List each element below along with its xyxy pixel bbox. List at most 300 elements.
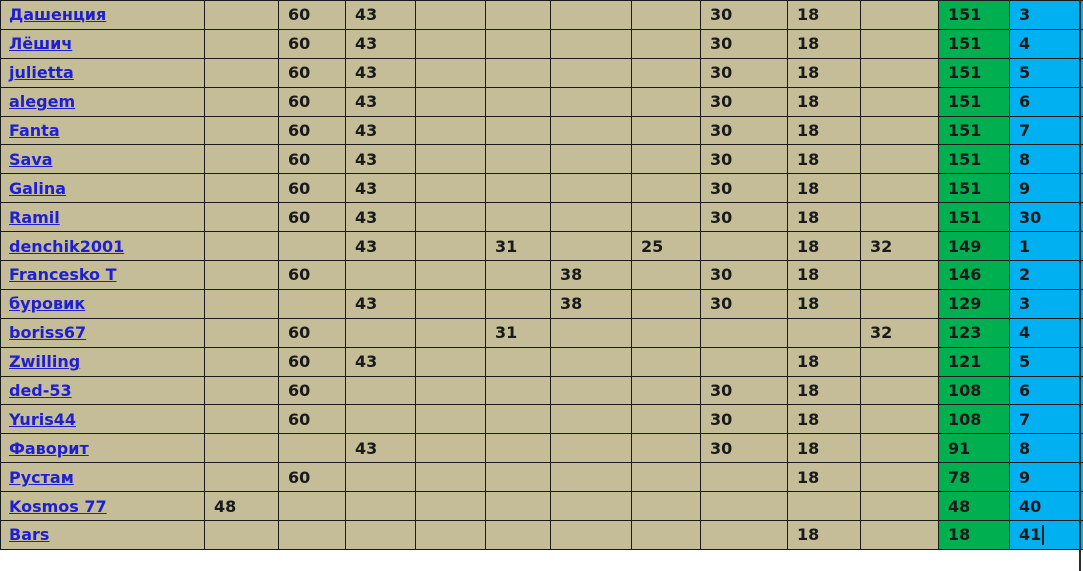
table-cell-score[interactable] <box>861 348 939 377</box>
table-cell-total[interactable] <box>939 319 1010 348</box>
table-cell-score[interactable] <box>346 174 416 203</box>
table-cell-total[interactable] <box>939 1 1010 30</box>
table-cell-score[interactable] <box>279 145 346 174</box>
place-value: 7 <box>1019 409 1031 429</box>
table-cell-score[interactable] <box>861 145 939 174</box>
table-cell-score[interactable] <box>346 232 416 261</box>
table-cell-total[interactable] <box>939 88 1010 117</box>
player-link[interactable]: Yuris44 <box>9 409 76 429</box>
table-cell-score[interactable] <box>205 348 279 377</box>
total-value: 129 <box>948 294 982 314</box>
table-cell-score[interactable] <box>416 521 486 550</box>
table-cell-score[interactable] <box>279 88 346 117</box>
table-cell-score[interactable] <box>551 1 632 30</box>
table-cell-score[interactable] <box>861 203 939 232</box>
table-cell-score[interactable] <box>346 434 416 463</box>
table-cell-score[interactable] <box>788 463 861 492</box>
table-cell-score[interactable] <box>788 290 861 319</box>
table-cell-score[interactable] <box>205 290 279 319</box>
score-value: 30 <box>710 5 733 25</box>
table-cell-score[interactable] <box>632 405 701 434</box>
table-cell-score[interactable] <box>205 377 279 406</box>
table-cell-score[interactable] <box>486 30 551 59</box>
player-link[interactable]: boriss67 <box>9 323 87 343</box>
score-value: 30 <box>710 409 733 429</box>
table-cell-score[interactable] <box>416 434 486 463</box>
table-cell-score[interactable] <box>346 348 416 377</box>
table-cell-score[interactable] <box>279 117 346 146</box>
score-value: 30 <box>710 294 733 314</box>
score-value: 32 <box>870 323 893 343</box>
table-cell-score[interactable] <box>486 463 551 492</box>
score-value: 60 <box>288 34 311 54</box>
table-cell-score[interactable] <box>788 30 861 59</box>
table-cell-score[interactable] <box>551 88 632 117</box>
table-cell-score[interactable] <box>205 1 279 30</box>
table-cell-score[interactable] <box>416 261 486 290</box>
table-cell-score[interactable] <box>486 59 551 88</box>
player-link[interactable]: Francesko T <box>9 265 117 285</box>
table-cell-score[interactable] <box>551 434 632 463</box>
table-cell-score[interactable] <box>346 59 416 88</box>
total-value: 78 <box>948 467 971 487</box>
table-cell-place[interactable] <box>1010 174 1083 203</box>
score-value: 60 <box>288 207 311 227</box>
table-cell-score[interactable] <box>205 203 279 232</box>
table-cell-score[interactable] <box>416 290 486 319</box>
player-link[interactable]: Лёшич <box>9 34 73 54</box>
table-cell-score[interactable] <box>701 348 788 377</box>
score-value: 43 <box>355 121 378 140</box>
table-cell-score[interactable] <box>205 232 279 261</box>
table-cell-place[interactable] <box>1010 290 1083 319</box>
table-cell-score[interactable] <box>416 319 486 348</box>
table-cell-total[interactable] <box>939 492 1010 521</box>
table-cell-score[interactable] <box>632 232 701 261</box>
total-value: 123 <box>948 323 982 343</box>
table-cell-total[interactable] <box>939 203 1010 232</box>
table-cell-score[interactable] <box>788 319 861 348</box>
table-cell-score[interactable] <box>551 521 632 550</box>
table-cell-score[interactable] <box>632 117 701 146</box>
table-cell-score[interactable] <box>861 319 939 348</box>
table-cell-score[interactable] <box>632 59 701 88</box>
table-cell-score[interactable] <box>788 434 861 463</box>
table-cell-place[interactable] <box>1010 319 1083 348</box>
table-cell-total[interactable] <box>939 290 1010 319</box>
table-cell-score[interactable] <box>279 30 346 59</box>
score-value: 18 <box>797 352 820 372</box>
table-cell-place[interactable] <box>1010 30 1083 59</box>
table-cell-score[interactable] <box>279 59 346 88</box>
table-cell-score[interactable] <box>205 434 279 463</box>
table-cell-total[interactable] <box>939 261 1010 290</box>
total-value: 18 <box>948 525 971 545</box>
place-value: 8 <box>1019 438 1031 458</box>
table-cell-score[interactable] <box>346 405 416 434</box>
place-value: 4 <box>1019 323 1031 343</box>
table-cell-score[interactable] <box>701 1 788 30</box>
table-cell-total[interactable] <box>939 30 1010 59</box>
table-cell-score[interactable] <box>486 319 551 348</box>
table-cell-score[interactable] <box>701 174 788 203</box>
table-cell-score[interactable] <box>861 521 939 550</box>
table-cell-place[interactable] <box>1010 1 1083 30</box>
table-cell-score[interactable] <box>486 1 551 30</box>
table-cell-score[interactable] <box>279 232 346 261</box>
table-cell-score[interactable] <box>788 377 861 406</box>
table-cell-score[interactable] <box>346 319 416 348</box>
table-cell-score[interactable] <box>416 203 486 232</box>
table-cell-score[interactable] <box>861 492 939 521</box>
table-cell-place[interactable] <box>1010 232 1083 261</box>
table-cell-score[interactable] <box>346 521 416 550</box>
table-cell-score[interactable] <box>205 261 279 290</box>
table-cell-score[interactable] <box>416 348 486 377</box>
table-cell-score[interactable] <box>788 232 861 261</box>
table-cell-score[interactable] <box>486 145 551 174</box>
total-value: 151 <box>948 92 982 112</box>
table-cell-score[interactable] <box>205 463 279 492</box>
table-cell-score[interactable] <box>279 434 346 463</box>
table-cell-score[interactable] <box>346 1 416 30</box>
table-cell-score[interactable] <box>701 290 788 319</box>
window-edge <box>1079 0 1081 571</box>
table-cell-score[interactable] <box>279 405 346 434</box>
table-cell-score[interactable] <box>788 405 861 434</box>
score-value: 60 <box>288 178 311 198</box>
total-value: 151 <box>948 63 982 83</box>
player-link[interactable]: denchik2001 <box>9 236 125 256</box>
table-cell-score[interactable] <box>486 232 551 261</box>
table-cell-place[interactable] <box>1010 261 1083 290</box>
table-cell-score[interactable] <box>486 492 551 521</box>
table-cell-score[interactable] <box>788 1 861 30</box>
score-value: 30 <box>710 438 733 458</box>
table-cell-score[interactable] <box>788 117 861 146</box>
table-cell-score[interactable] <box>632 88 701 117</box>
table-cell-score[interactable] <box>551 319 632 348</box>
place-value: 1 <box>1019 236 1031 256</box>
score-value: 43 <box>355 438 378 458</box>
table-cell-score[interactable] <box>279 492 346 521</box>
table-cell-score[interactable] <box>861 30 939 59</box>
table-cell-score[interactable] <box>416 145 486 174</box>
table-cell-total[interactable] <box>939 145 1010 174</box>
table-cell-score[interactable] <box>788 174 861 203</box>
table-cell-score[interactable] <box>486 117 551 146</box>
table-cell-place[interactable] <box>1010 463 1083 492</box>
player-link[interactable]: Sava <box>9 149 53 169</box>
score-value: 32 <box>870 236 893 256</box>
table-cell-score[interactable] <box>632 319 701 348</box>
player-link[interactable]: Дашенция <box>9 5 107 25</box>
table-cell-place[interactable] <box>1010 348 1083 377</box>
table-cell-total[interactable] <box>939 348 1010 377</box>
table-cell-score[interactable] <box>861 1 939 30</box>
table-cell-score[interactable] <box>486 521 551 550</box>
player-link[interactable]: Kosmos 77 <box>9 496 107 516</box>
table-cell-score[interactable] <box>279 348 346 377</box>
table-cell-total[interactable] <box>939 463 1010 492</box>
table-cell-score[interactable] <box>632 463 701 492</box>
table-cell-score[interactable] <box>205 88 279 117</box>
table-cell-place[interactable] <box>1010 434 1083 463</box>
table-cell-score[interactable] <box>701 463 788 492</box>
table-cell-score[interactable] <box>701 30 788 59</box>
table-cell-score[interactable] <box>551 348 632 377</box>
table-cell-score[interactable] <box>486 290 551 319</box>
table-cell-total[interactable] <box>939 117 1010 146</box>
table-cell-score[interactable] <box>551 463 632 492</box>
table-cell-score[interactable] <box>205 30 279 59</box>
table-cell-score[interactable] <box>632 377 701 406</box>
player-link[interactable]: Ramil <box>9 207 60 227</box>
table-cell-score[interactable] <box>551 117 632 146</box>
table-cell-place[interactable] <box>1010 117 1083 146</box>
score-value: 60 <box>288 352 311 372</box>
player-link[interactable]: Рустам <box>9 467 74 487</box>
table-cell-score[interactable] <box>861 59 939 88</box>
score-value: 30 <box>710 207 733 227</box>
table-cell-score[interactable] <box>279 463 346 492</box>
table-cell-score[interactable] <box>632 203 701 232</box>
table-cell-score[interactable] <box>486 348 551 377</box>
table-cell-score[interactable] <box>551 30 632 59</box>
table-cell-score[interactable] <box>416 232 486 261</box>
table-cell-name <box>1 88 205 117</box>
table-cell-score[interactable] <box>416 30 486 59</box>
place-value: 7 <box>1019 121 1031 140</box>
table-cell-score[interactable] <box>701 377 788 406</box>
table-cell-score[interactable] <box>632 521 701 550</box>
score-value: 60 <box>288 381 311 401</box>
score-value: 60 <box>288 121 311 140</box>
score-value: 18 <box>797 265 820 285</box>
table-cell-score[interactable] <box>416 174 486 203</box>
table-cell-score[interactable] <box>346 261 416 290</box>
table-cell-total[interactable] <box>939 405 1010 434</box>
score-value: 25 <box>641 236 664 256</box>
player-link[interactable]: Bars <box>9 525 50 545</box>
table-cell-score[interactable] <box>486 405 551 434</box>
table-cell-score[interactable] <box>701 117 788 146</box>
table-cell-score[interactable] <box>346 290 416 319</box>
table-cell-score[interactable] <box>788 348 861 377</box>
table-cell-score[interactable] <box>416 88 486 117</box>
score-value: 60 <box>288 5 311 25</box>
table-cell-score[interactable] <box>861 377 939 406</box>
table-cell-score[interactable] <box>701 492 788 521</box>
table-cell-score[interactable] <box>346 463 416 492</box>
table-cell-score[interactable] <box>632 434 701 463</box>
player-link[interactable]: julietta <box>9 63 74 83</box>
table-cell-score[interactable] <box>486 88 551 117</box>
table-cell-score[interactable] <box>551 232 632 261</box>
table-cell-score[interactable] <box>486 434 551 463</box>
table-cell-score[interactable] <box>279 203 346 232</box>
table-cell-score[interactable] <box>346 492 416 521</box>
table-cell-score[interactable] <box>486 261 551 290</box>
table-cell-score[interactable] <box>346 117 416 146</box>
table-cell-score[interactable] <box>701 434 788 463</box>
score-value: 18 <box>797 63 820 83</box>
table-cell-score[interactable] <box>551 377 632 406</box>
table-cell-score[interactable] <box>551 492 632 521</box>
table-cell-score[interactable] <box>416 463 486 492</box>
table-cell-score[interactable] <box>346 377 416 406</box>
total-value: 151 <box>948 121 982 140</box>
score-value: 43 <box>355 149 378 169</box>
table-cell-place[interactable] <box>1010 203 1083 232</box>
score-value: 18 <box>797 236 820 256</box>
table-cell-score[interactable] <box>551 290 632 319</box>
table-cell-score[interactable] <box>279 521 346 550</box>
player-link[interactable]: Fanta <box>9 121 60 140</box>
table-cell-score[interactable] <box>861 117 939 146</box>
table-cell-score[interactable] <box>701 405 788 434</box>
score-value: 18 <box>797 34 820 54</box>
table-cell-score[interactable] <box>701 88 788 117</box>
table-cell-score[interactable] <box>486 174 551 203</box>
table-cell-score[interactable] <box>551 203 632 232</box>
table-cell-score[interactable] <box>632 290 701 319</box>
player-link[interactable]: буровик <box>9 294 86 314</box>
table-cell-total[interactable] <box>939 232 1010 261</box>
table-cell-score[interactable] <box>279 261 346 290</box>
table-cell-score[interactable] <box>788 261 861 290</box>
score-value: 43 <box>355 236 378 256</box>
table-cell-score[interactable] <box>861 174 939 203</box>
table-cell-score[interactable] <box>788 145 861 174</box>
table-cell-name <box>1 59 205 88</box>
player-link[interactable]: Zwilling <box>9 352 81 372</box>
table-cell-score[interactable] <box>632 174 701 203</box>
table-cell-score[interactable] <box>279 377 346 406</box>
table-cell-place[interactable] <box>1010 405 1083 434</box>
table-cell-score[interactable] <box>346 145 416 174</box>
table-cell-total[interactable] <box>939 377 1010 406</box>
table-cell-score[interactable] <box>861 261 939 290</box>
table-cell-score[interactable] <box>788 203 861 232</box>
table-cell-score[interactable] <box>632 30 701 59</box>
table-cell-score[interactable] <box>861 434 939 463</box>
score-value: 30 <box>710 381 733 401</box>
table-cell-score[interactable] <box>346 203 416 232</box>
table-cell-score[interactable] <box>788 521 861 550</box>
table-cell-place[interactable] <box>1010 521 1083 550</box>
player-link[interactable]: ded-53 <box>9 381 72 401</box>
table-cell-score[interactable] <box>416 59 486 88</box>
table-cell-place[interactable] <box>1010 377 1083 406</box>
table-cell-score[interactable] <box>416 492 486 521</box>
player-link[interactable]: Galina <box>9 178 67 198</box>
table-cell-score[interactable] <box>279 174 346 203</box>
table-cell-place[interactable] <box>1010 88 1083 117</box>
table-cell-score[interactable] <box>701 145 788 174</box>
table-cell-total[interactable] <box>939 434 1010 463</box>
table-cell-score[interactable] <box>788 88 861 117</box>
score-value: 30 <box>710 149 733 169</box>
table-cell-place[interactable] <box>1010 145 1083 174</box>
score-value: 30 <box>710 92 733 112</box>
table-cell-score[interactable] <box>346 88 416 117</box>
total-value: 91 <box>948 438 971 458</box>
table-cell-score[interactable] <box>701 521 788 550</box>
table-cell-score[interactable] <box>701 319 788 348</box>
table-cell-score[interactable] <box>632 1 701 30</box>
table-cell-score[interactable] <box>551 405 632 434</box>
table-cell-score[interactable] <box>701 232 788 261</box>
table-cell-score[interactable] <box>861 290 939 319</box>
player-link[interactable]: alegem <box>9 92 76 112</box>
total-value: 151 <box>948 34 982 54</box>
table-cell-score[interactable] <box>632 145 701 174</box>
table-cell-name <box>1 1 205 30</box>
table-cell-score[interactable] <box>551 59 632 88</box>
total-value: 149 <box>948 236 982 256</box>
place-value: 3 <box>1019 5 1031 25</box>
table-cell-score[interactable] <box>701 203 788 232</box>
table-cell-place[interactable] <box>1010 59 1083 88</box>
table-cell-name <box>1 117 205 146</box>
table-cell-score[interactable] <box>205 405 279 434</box>
table-cell-score[interactable] <box>701 261 788 290</box>
table-cell-score[interactable] <box>632 348 701 377</box>
table-cell-score[interactable] <box>632 261 701 290</box>
table-cell-score[interactable] <box>416 117 486 146</box>
table-cell-score[interactable] <box>279 290 346 319</box>
table-cell-score[interactable] <box>416 405 486 434</box>
table-cell-score[interactable] <box>701 59 788 88</box>
table-cell-place[interactable] <box>1010 492 1083 521</box>
table-cell-score[interactable] <box>551 174 632 203</box>
table-cell-score[interactable] <box>279 319 346 348</box>
table-cell-score[interactable] <box>279 1 346 30</box>
player-link[interactable]: Фаворит <box>9 438 89 458</box>
table-cell-score[interactable] <box>205 145 279 174</box>
table-cell-score[interactable] <box>205 492 279 521</box>
table-cell-score[interactable] <box>551 261 632 290</box>
table-cell-score[interactable] <box>416 1 486 30</box>
table-cell-total[interactable] <box>939 174 1010 203</box>
table-cell-score[interactable] <box>551 145 632 174</box>
table-cell-score[interactable] <box>632 492 701 521</box>
table-cell-score[interactable] <box>416 377 486 406</box>
table-cell-score[interactable] <box>205 59 279 88</box>
score-value: 60 <box>288 63 311 83</box>
place-value: 9 <box>1019 178 1031 198</box>
table-cell-score[interactable] <box>861 88 939 117</box>
table-cell-score[interactable] <box>788 59 861 88</box>
table-cell-score[interactable] <box>486 377 551 406</box>
table-cell-score[interactable] <box>205 174 279 203</box>
score-value: 43 <box>355 352 378 372</box>
table-cell-score[interactable] <box>861 232 939 261</box>
table-cell-total[interactable] <box>939 59 1010 88</box>
table-cell-score[interactable] <box>788 492 861 521</box>
place-value: 6 <box>1019 381 1031 401</box>
table-cell-score[interactable] <box>861 405 939 434</box>
table-cell-score[interactable] <box>486 203 551 232</box>
table-cell-score[interactable] <box>346 30 416 59</box>
table-cell-score[interactable] <box>205 319 279 348</box>
table-cell-score[interactable] <box>205 117 279 146</box>
table-cell-score[interactable] <box>205 521 279 550</box>
total-value: 151 <box>948 5 982 25</box>
table-cell-total[interactable] <box>939 521 1010 550</box>
table-cell-score[interactable] <box>861 463 939 492</box>
